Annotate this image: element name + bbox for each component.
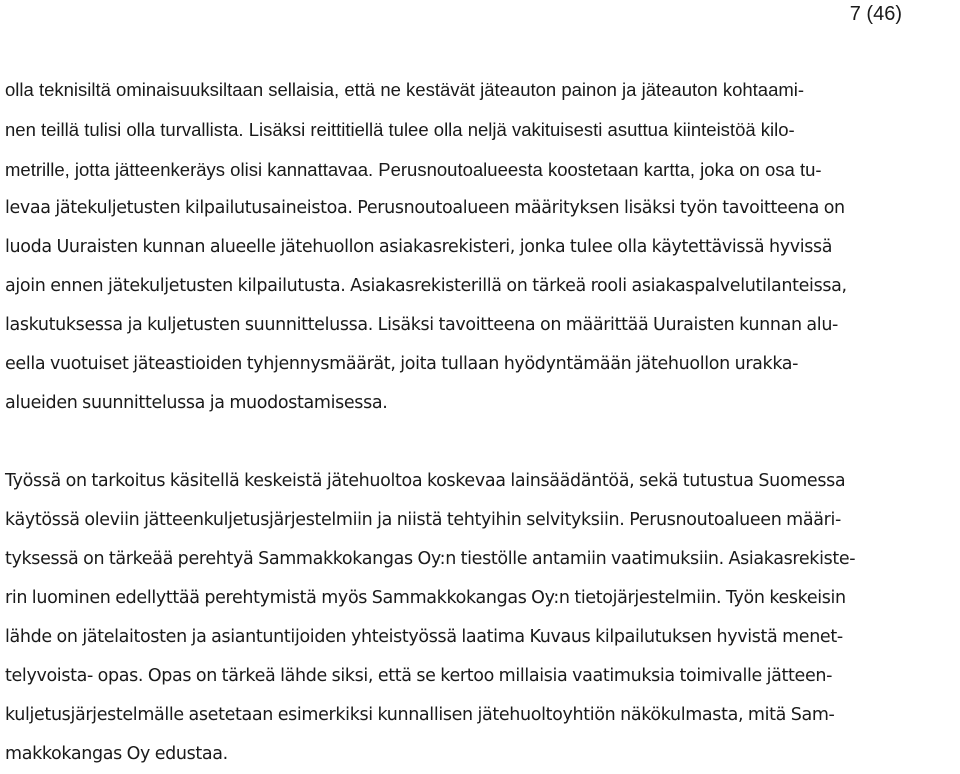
text-line: rin luominen edellyttää perehtymistä myös Sammakkokangas Oy:n tietojärjestelmiin. Työn keskeisin bbox=[5, 588, 846, 608]
text-line: lähde on jätelaitosten ja asiantuntijoiden yhteistyössä laatima Kuvaus kilpailutuksen hyvistä menet- bbox=[5, 627, 843, 647]
text-line: alueiden suunnittelussa ja muodostamisessa. bbox=[5, 393, 388, 413]
text-line: telyvoista- opas. Opas on tärkeä lähde siksi, että se kertoo millaisia vaatimuksia toimivalle jätteen- bbox=[5, 666, 833, 686]
text-line: tyksessä on tärkeää perehtyä Sammakkokangas Oy:n tiestölle antamiin vaatimuksiin. Asiakasrekiste- bbox=[5, 549, 856, 569]
document-body bbox=[5, 0, 955, 766]
page-number: 7 (46) bbox=[849, 3, 902, 25]
text-line: kuljetusjärjestelmälle asetetaan esimerkiksi kunnallisen jätehuoltoyhtiön näkökulmasta, mitä Sam- bbox=[5, 705, 835, 725]
text-line: eella vuotuiset jäteastioiden tyhjennysmäärät, joita tullaan hyödyntämään jätehuollon urakka- bbox=[5, 354, 799, 374]
text-line: metrille, jotta jätteenkeräys olisi kannattavaa. Perusnoutoalueesta koostetaan kartta, joka on osa tu- bbox=[5, 159, 822, 180]
text-line: levaa jätekuljetusten kilpailutusaineistoa. Perusnoutoalueen määrityksen lisäksi työn tavoitteena on bbox=[5, 198, 845, 218]
text-line: laskutuksessa ja kuljetusten suunnittelussa. Lisäksi tavoitteena on määrittää Uuraisten kunnan alu- bbox=[5, 315, 839, 335]
text-line: luoda Uuraisten kunnan alueelle jätehuollon asiakasrekisteri, jonka tulee olla käytettävissä hyvissä bbox=[5, 237, 833, 257]
text-line: olla teknisiltä ominaisuuksiltaan sellaisia, että ne kestävät jäteauton painon ja jäteauton kohtaami- bbox=[5, 79, 805, 100]
text-line: nen teillä tulisi olla turvallista. Lisäksi reittitiellä tulee olla neljä vakituisesti asuttua kiinteistöä kilo- bbox=[5, 119, 795, 140]
text-line: Työssä on tarkoitus käsitellä keskeistä jätehuoltoa koskevaa lainsäädäntöä, sekä tutustua Suomessa bbox=[5, 471, 846, 491]
text-line: käytössä oleviin jätteenkuljetusjärjestelmiin ja niistä tehtyihin selvityksiin. Perusnoutoalueen määri- bbox=[5, 510, 841, 530]
text-line: ajoin ennen jätekuljetusten kilpailutusta. Asiakasrekisterillä on tärkeä rooli asiakaspalvelutilanteissa, bbox=[5, 276, 847, 296]
text-line: makkokangas Oy edustaa. bbox=[5, 744, 228, 764]
